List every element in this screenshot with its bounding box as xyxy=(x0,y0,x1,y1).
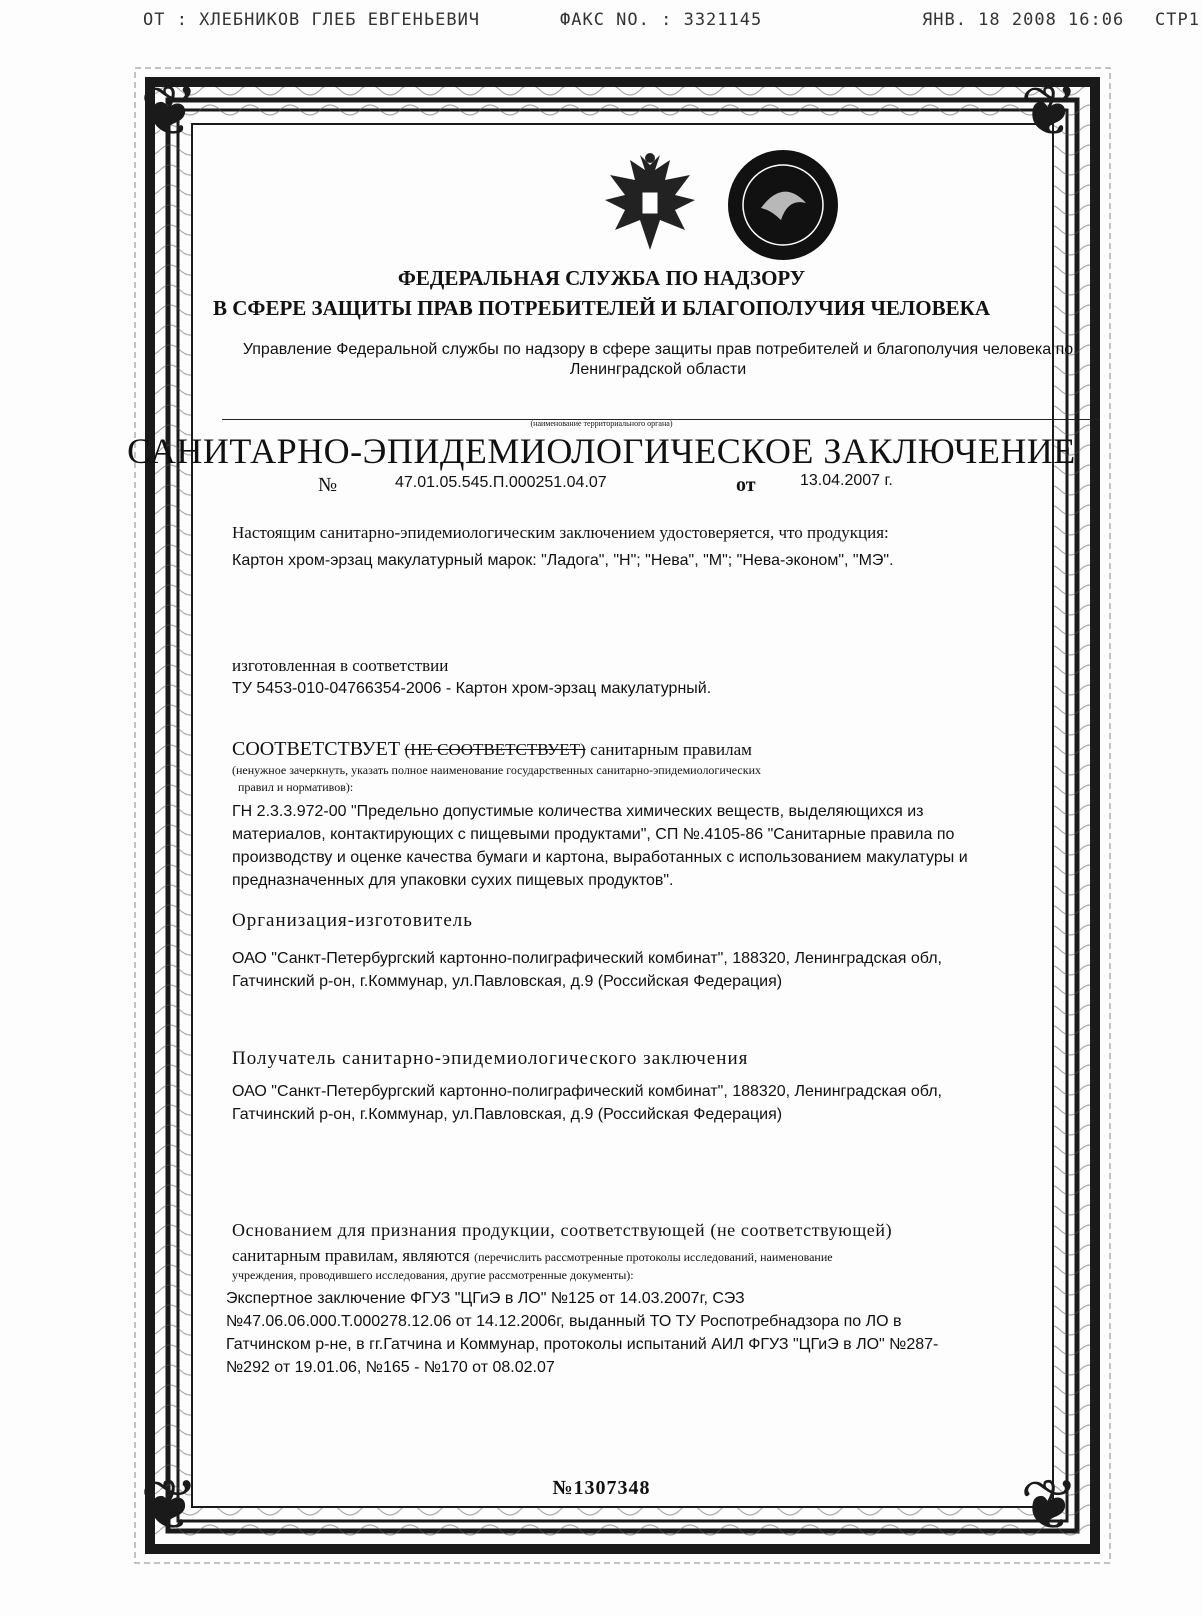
made-per-label: изготовленная в соответствии xyxy=(232,656,449,675)
compliance-text-line: ГН 2.3.3.972-00 "Предельно допустимые количества химических веществ, выделяющихся из xyxy=(232,803,924,820)
fax-datetime: ЯНВ. 18 2008 16:06 xyxy=(922,10,1125,30)
compliance-text-line: производству и оценке качества бумаги и картона, выработанных с использованием макулатуры и xyxy=(232,849,968,866)
regional-office: Управление Федеральной службы по надзору в сфере защиты прав потребителей и благополучия человека по Ленинградской области xyxy=(242,341,1074,378)
basis-note-line2: учреждения, проводившего исследования, другие рассмотренные документы): xyxy=(232,1268,634,1282)
compliance-text-line: материалов, контактирующих с пищевыми продуктами", СП №.4105-86 "Санитарные правила по xyxy=(232,826,955,843)
basis-text-line: №292 от 19.01.06, №165 - №170 от 08.02.07 xyxy=(226,1359,555,1376)
basis-note: (перечислить рассмотренные протоколы исследований, наименование xyxy=(474,1250,833,1264)
product-intro: Настоящим санитарно-эпидемиологическим заключением удостоверяется, что продукция: xyxy=(232,523,889,542)
compliance-text-line: предназначенных для упаковки сухих пищевых продуктов". xyxy=(232,872,674,889)
coat-of-arms-icon xyxy=(600,150,700,260)
basis-text-line: Экспертное заключение ФГУЗ "ЦГиЭ в ЛО" №125 от 14.03.2007г, СЭЗ xyxy=(226,1290,745,1307)
compliance-statement xyxy=(232,738,752,761)
basis-text-line: №47.06.06.000.Т.000278.12.06 от 14.12.2006г, выданный ТО ТУ Роспотребнадзора по ЛО в xyxy=(226,1313,902,1330)
corner-ornament-icon: ❦ xyxy=(1020,72,1079,150)
corner-ornament-icon: ❦ xyxy=(1020,1466,1079,1544)
sanitary-rules-text: санитарным правилам xyxy=(590,740,752,759)
manufacturer-line: ОАО "Санкт-Петербургский картонно-полиграфический комбинат", 188320, Ленинградская обл, xyxy=(232,950,942,967)
basis-main: санитарным правилам, являются xyxy=(232,1246,470,1265)
fax-number: ФАКС NO. : 3321145 xyxy=(560,10,763,30)
form-serial-number: №1307348 xyxy=(552,1477,651,1499)
not-complies-text: (НЕ СООТВЕТСТВУЕТ) xyxy=(404,740,586,759)
document-title: САНИТАРНО-ЭПИДЕМИОЛОГИЧЕСКОЕ ЗАКЛЮЧЕНИЕ xyxy=(127,431,1076,471)
recipient-heading: Получатель санитарно-эпидемиологического заключения xyxy=(232,1048,749,1069)
product-name: Картон хром-эрзац макулатурный марок: "Ладога", "Н"; "Нева", "М"; "Нева-эконом", "МЭ". xyxy=(232,552,894,569)
fax-page: СТР1 xyxy=(1155,10,1200,30)
date-label: от xyxy=(736,474,756,496)
basis-line2 xyxy=(232,1246,833,1266)
basis-line1: Основанием для признания продукции, соответствующей (не соответствующей) xyxy=(232,1220,893,1240)
regional-office-caption: (наименование территориального органа) xyxy=(530,419,673,428)
recipient-line: Гатчинский р-он, г.Коммунар, ул.Павловская, д.9 (Российская Федерация) xyxy=(232,1106,783,1123)
product-standard: ТУ 5453-010-04766354-2006 - Картон хром-эрзац макулатурный. xyxy=(232,680,712,697)
certificate-number: 47.01.05.545.П.000251.04.07 xyxy=(395,474,607,491)
compliance-note-line1: (ненужное зачеркнуть, указать полное наименование государственных санитарно-эпидемиологических xyxy=(232,763,762,777)
agency-name-line1: ФЕДЕРАЛЬНАЯ СЛУЖБА ПО НАДЗОРУ xyxy=(397,266,806,290)
complies-text: СООТВЕТСТВУЕТ xyxy=(232,738,401,760)
corner-ornament-icon: ❦ xyxy=(140,1466,199,1544)
basis-text-line: Гатчинском р-не, в гг.Гатчина и Коммунар, протоколы испытаний АИЛ ФГУЗ "ЦГиЭ в ЛО" №287- xyxy=(226,1336,939,1353)
manufacturer-heading: Организация-изготовитель xyxy=(232,910,473,931)
recipient-line: ОАО "Санкт-Петербургский картонно-полиграфический комбинат", 188320, Ленинградская обл, xyxy=(232,1083,942,1100)
fax-sender: ОТ : ХЛЕБНИКОВ ГЛЕБ ЕВГЕНЬЕВИЧ xyxy=(143,10,481,30)
agency-seal-icon xyxy=(726,148,840,262)
compliance-note-line2: правил и нормативов): xyxy=(238,780,354,794)
corner-ornament-icon: ❦ xyxy=(140,72,199,150)
certificate-date: 13.04.2007 г. xyxy=(800,472,893,489)
number-label: № xyxy=(318,474,338,496)
agency-name-line2: В СФЕРЕ ЗАЩИТЫ ПРАВ ПОТРЕБИТЕЛЕЙ И БЛАГОПОЛУЧИЯ ЧЕЛОВЕКА xyxy=(213,296,990,320)
manufacturer-line: Гатчинский р-он, г.Коммунар, ул.Павловская, д.9 (Российская Федерация) xyxy=(232,973,783,990)
